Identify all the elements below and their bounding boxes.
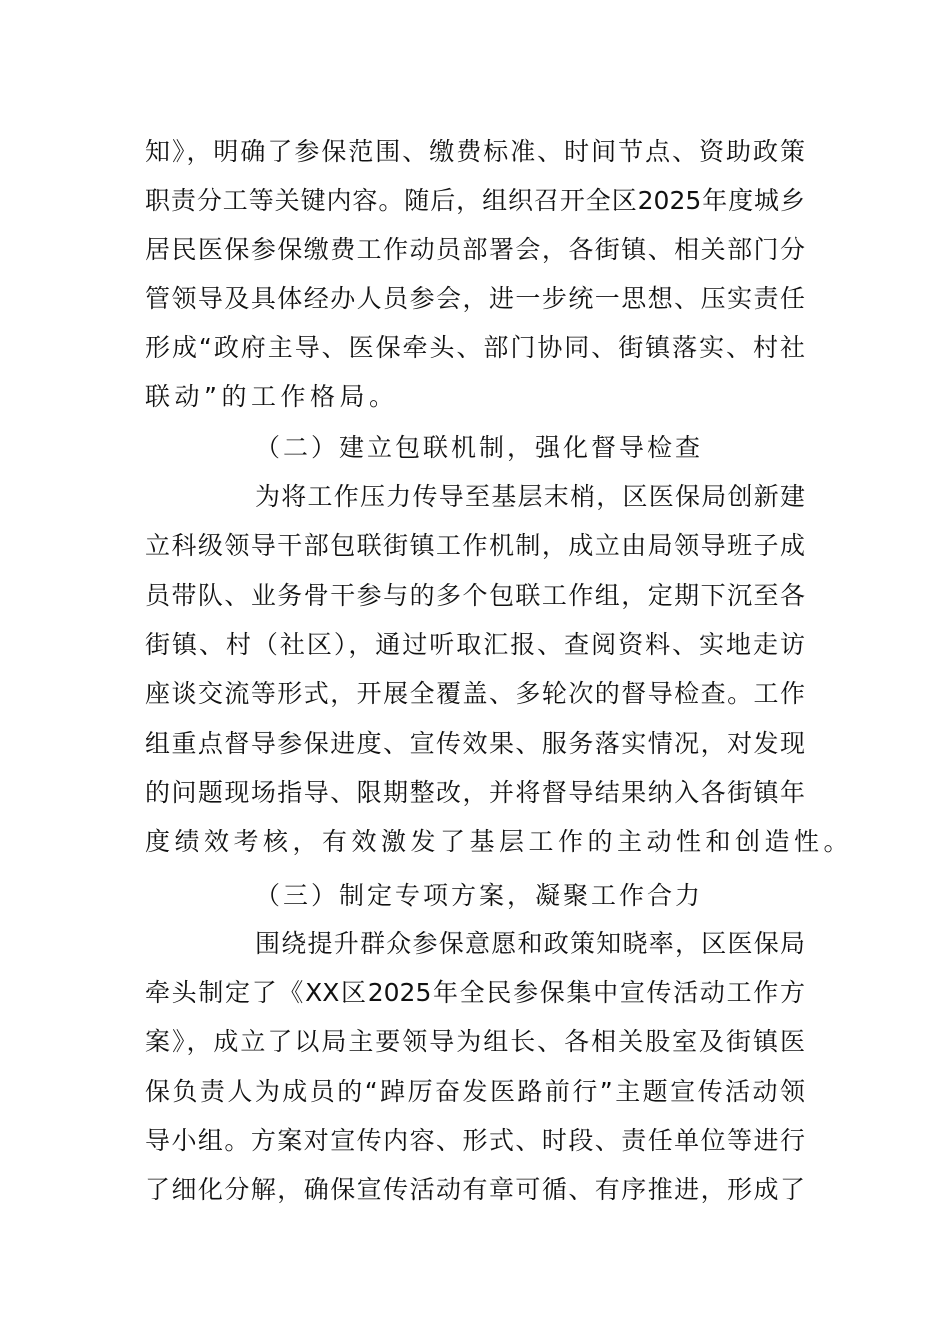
section-heading-2: （二）建立包联机制，强化督导检查 [255,433,704,462]
body-line: 组重点督导参保进度、宣传效果、服务落实情况，对发现 [145,729,805,758]
body-line: 围绕提升群众参保意愿和政策知晓率，区医保局 [255,929,805,958]
body-line: 座谈交流等形式，开展全覆盖、多轮次的督导检查。工作 [145,679,805,708]
body-line: 的问题现场指导、限期整改，并将督导结果纳入各街镇年 [145,778,805,807]
body-line: 导小组。方案对宣传内容、形式、时段、责任单位等进行 [145,1126,805,1155]
body-line: 居民医保参保缴费工作动员部署会，各街镇、相关部门分 [145,235,805,264]
body-line: 度绩效考核，有效激发了基层工作的主动性和创造性。 [145,827,854,856]
body-line: 知》，明确了参保范围、缴费标准、时间节点、资助政策 [145,137,805,166]
body-line: 为将工作压力传导至基层末梢，区医保局创新建 [255,482,805,511]
body-line: 了细化分解，确保宣传活动有章可循、有序推进，形成了 [145,1175,805,1204]
body-line: 牵头制定了《XX区2025年全民参保集中宣传活动工作方 [145,978,805,1007]
body-line: 员带队、业务骨干参与的多个包联工作组，定期下沉至各 [145,581,805,610]
body-line: 形成“政府主导、医保牵头、部门协同、街镇落实、村社 [145,333,805,362]
body-line: 街镇、村（社区），通过听取汇报、查阅资料、实地走访 [145,630,805,659]
section-heading-3: （三）制定专项方案，凝聚工作合力 [255,881,704,910]
body-line: 立科级领导干部包联街镇工作机制，成立由局领导班子成 [145,531,805,560]
body-line: 职责分工等关键内容。随后，组织召开全区2025年度城乡 [145,186,805,215]
body-line: 管领导及具体经办人员参会，进一步统一思想、压实责任 [145,284,805,313]
body-line: 联动”的工作格局。 [145,382,399,411]
body-line: 案》，成立了以局主要领导为组长、各相关股室及街镇医 [145,1027,805,1056]
body-line: 保负责人为成员的“踔厉奋发医路前行”主题宣传活动领 [145,1077,805,1106]
